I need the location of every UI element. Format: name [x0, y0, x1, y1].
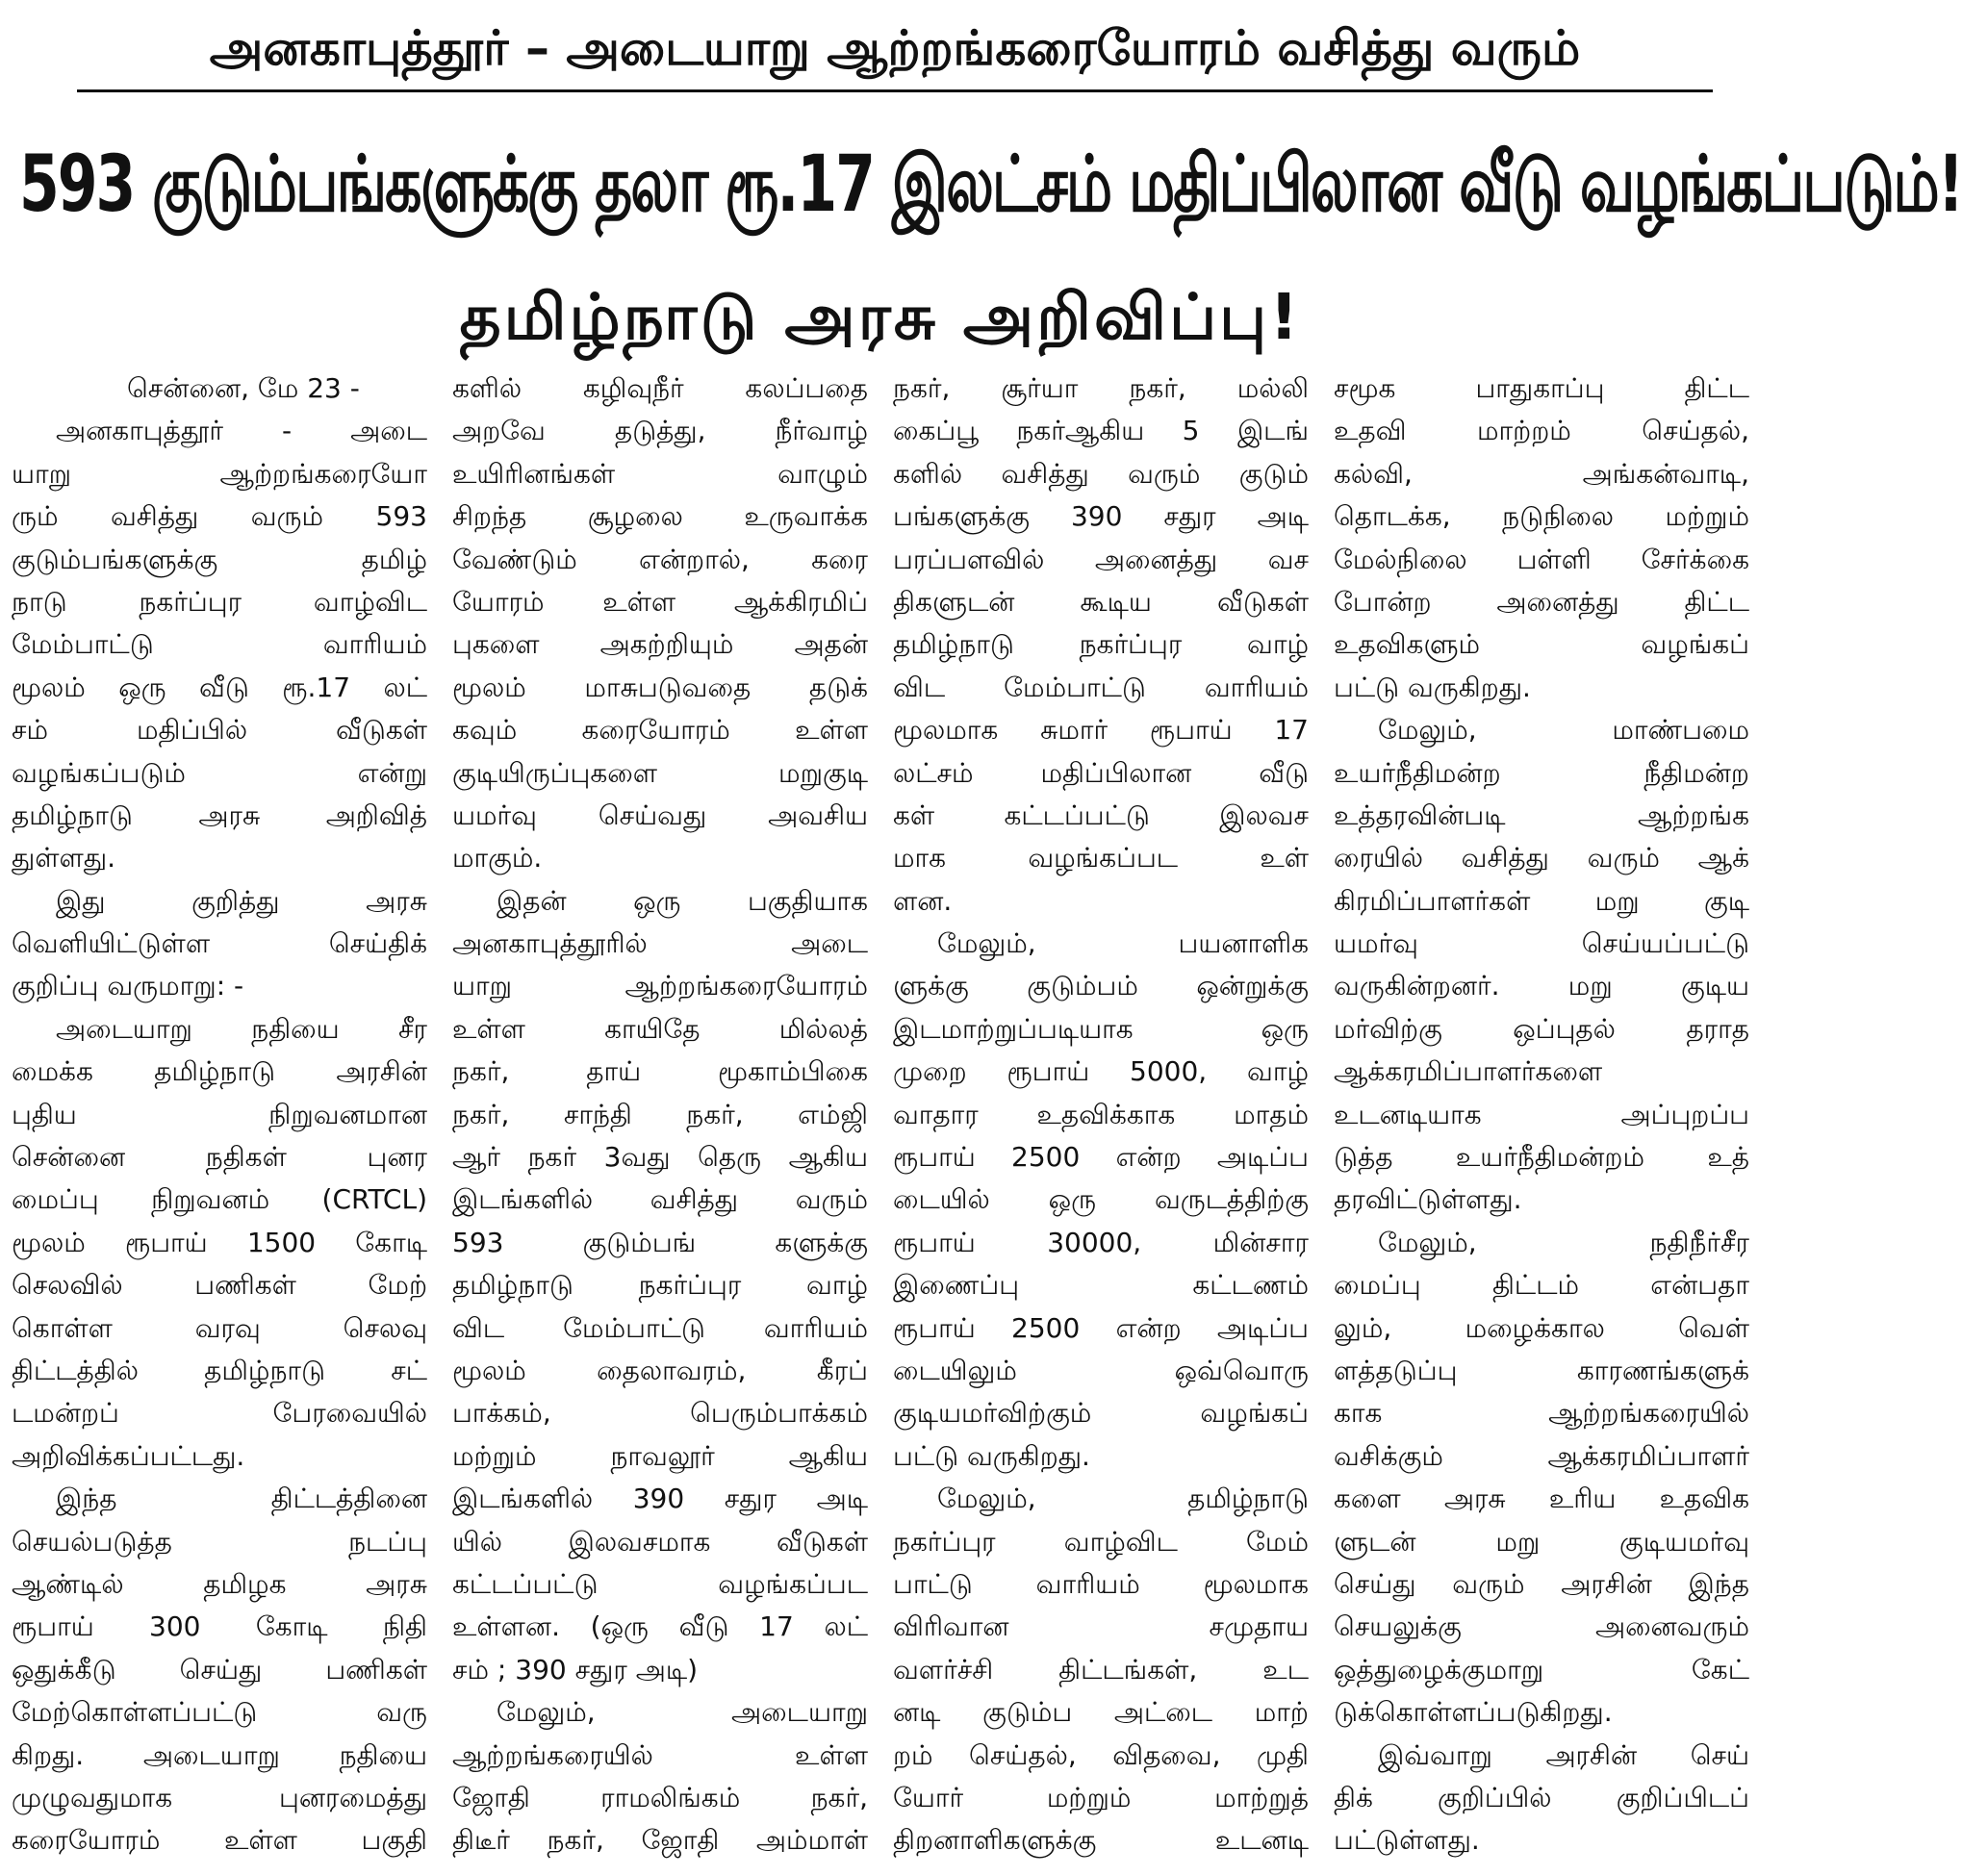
- article-text-line: 593 குடும்பங் களுக்கு: [452, 1226, 868, 1258]
- article-text-line: வேண்டும் என்றால், கரை: [452, 543, 868, 575]
- article-text-line: முழுவதுமாக புனரமைத்து: [12, 1781, 427, 1813]
- article-text-line: மேலும், நதிநீர்சீர: [1378, 1226, 1749, 1258]
- article-text-line: றம் செய்தல், விதவை, முதி: [893, 1738, 1309, 1771]
- article-text-line: ஆக்கரமிப்பாளர்களை: [1334, 1055, 1603, 1088]
- article-text-line: லட்சம் மதிப்பிலான வீடு: [893, 756, 1309, 789]
- article-text-line: வருகின்றனர். மறு குடிய: [1334, 970, 1749, 1002]
- article-text-line: உயர்நீதிமன்ற நீதிமன்ற: [1334, 756, 1749, 789]
- article-text-line: அனகாபுத்தூரில் அடை: [452, 927, 868, 960]
- article-text-line: பாக்கம், பெரும்பாக்கம்: [452, 1397, 868, 1430]
- article-text-line: செயல்படுத்த நடப்பு: [12, 1525, 427, 1558]
- article-text-line: கரையோரம் உள்ள பகுதி: [12, 1824, 427, 1857]
- article-text-line: யாறு ஆற்றங்கரையோ: [12, 457, 427, 490]
- article-text-line: செயலுக்கு அனைவரும்: [1334, 1610, 1749, 1643]
- article-text-line: அறிவிக்கப்பட்டது.: [12, 1439, 245, 1472]
- article-text-line: பாட்டு வாரியம் மூலமாக: [893, 1567, 1309, 1600]
- article-text-line: மூலமாக சுமார் ரூபாய் 17: [893, 714, 1309, 747]
- article-text-line: கவும் கரையோரம் உள்ள: [452, 714, 868, 747]
- article-text-line: நகர், சாந்தி நகர், எம்ஜி: [452, 1098, 868, 1130]
- article-text-line: திடீர் நகர், ஜோதி அம்மாள்: [452, 1824, 868, 1857]
- article-text-line: குறிப்பு வருமாறு: -: [12, 970, 244, 1002]
- article-text-line: உத்தரவின்படி ஆற்றங்க: [1334, 799, 1749, 831]
- article-text-line: மற்றும் நாவலூர் ஆகிய: [452, 1439, 868, 1472]
- article-kicker: அனகாபுத்தூர் – அடையாறு ஆற்றங்கரையோரம் வசித்து வரும்: [209, 20, 1581, 76]
- article-text-line: யமர்வு செய்வது அவசிய: [452, 799, 868, 831]
- article-text-line: சென்னை நதிகள் புனர: [12, 1141, 427, 1174]
- article-text-line: விரிவான சமுதாய: [893, 1610, 1309, 1643]
- article-text-line: மூலம் ரூபாய் 1500 கோடி: [12, 1226, 427, 1258]
- article-text-line: உள்ளன. (ஒரு வீடு 17 லட்: [452, 1610, 868, 1643]
- article-text-line: மேலும், தமிழ்நாடு: [937, 1483, 1309, 1515]
- article-text-line: அடையாறு நதியை சீர: [56, 1012, 427, 1045]
- article-text-line: காக ஆற்றங்கரையில்: [1334, 1397, 1749, 1430]
- article-text-line: மாகும்.: [452, 842, 543, 875]
- article-text-line: பட்டு வருகிறது.: [1334, 671, 1531, 703]
- article-text-line: சமூக பாதுகாப்பு திட்ட: [1334, 372, 1749, 404]
- article-text-line: கொள்ள வரவு செலவு: [12, 1311, 427, 1344]
- article-text-line: னடி குடும்ப அட்டை மாற்: [893, 1696, 1309, 1729]
- article-text-line: ரூபாய் 30000, மின்சார: [893, 1226, 1309, 1258]
- article-text-line: மூலம் தைலாவரம், கீரப்: [452, 1354, 868, 1386]
- article-text-line: சென்னை, மே 23 -: [127, 372, 360, 404]
- article-text-line: யோரம் உள்ள ஆக்கிரமிப்: [452, 585, 868, 618]
- article-text-line: தொடக்க, நடுநிலை மற்றும்: [1334, 500, 1749, 533]
- article-text-line: தமிழ்நாடு நகர்ப்புர வாழ்: [893, 628, 1309, 661]
- article-text-line: களில் வசித்து வரும் குடும்: [893, 457, 1309, 490]
- article-text-line: திறனாளிகளுக்கு உடனடி: [893, 1824, 1309, 1857]
- article-text-line: பட்டு வருகிறது.: [893, 1439, 1090, 1472]
- article-text-line: ரூபாய் 2500 என்ற அடிப்ப: [893, 1311, 1309, 1344]
- article-body: [12, 368, 1749, 1868]
- article-text-line: நகர், சூர்யா நகர், மல்லி: [893, 372, 1309, 404]
- article-text-line: யாறு ஆற்றங்கரையோரம்: [452, 970, 868, 1002]
- article-text-line: டையில் ஒரு வருடத்திற்கு: [893, 1183, 1309, 1216]
- article-column-2: [452, 368, 868, 1868]
- article-text-line: லும், மழைக்கால வெள்: [1334, 1311, 1749, 1344]
- article-text-line: ளன.: [893, 884, 953, 917]
- article-text-line: ளத்தடுப்பு காரணங்களுக்: [1334, 1354, 1749, 1386]
- article-text-line: வழங்கப்படும் என்று: [12, 756, 427, 789]
- article-text-line: முறை ரூபாய் 5000, வாழ்: [893, 1055, 1309, 1088]
- article-text-line: போன்ற அனைத்து திட்ட: [1334, 585, 1749, 618]
- article-text-line: திக் குறிப்பில் குறிப்பிடப்: [1334, 1781, 1749, 1813]
- article-text-line: மேலும், மாண்பமை: [1378, 714, 1749, 747]
- article-text-line: குடியிருப்புகளை மறுகுடி: [452, 756, 868, 789]
- article-text-line: இடங்களில் 390 சதுர அடி: [452, 1483, 868, 1515]
- article-text-line: குடியமர்விற்கும் வழங்கப்: [893, 1397, 1309, 1430]
- article-text-line: குடும்பங்களுக்கு தமிழ்: [12, 543, 427, 575]
- article-text-line: இணைப்பு கட்டணம்: [893, 1269, 1309, 1302]
- article-text-line: மேலும், அடையாறு: [497, 1696, 868, 1729]
- article-text-line: டுக்கொள்ளப்படுகிறது.: [1334, 1696, 1613, 1729]
- article-text-line: சம் ; 390 சதுர அடி): [452, 1653, 699, 1686]
- article-text-line: ஒதுக்கீடு செய்து பணிகள்: [12, 1653, 427, 1686]
- article-column-3: [893, 368, 1309, 1868]
- article-text-line: சம் மதிப்பில் வீடுகள்: [12, 714, 427, 747]
- article-text-line: செலவில் பணிகள் மேற்: [12, 1269, 427, 1302]
- article-text-line: இவ்வாறு அரசின் செய்: [1378, 1738, 1749, 1771]
- article-text-line: மாக வழங்கப்பட உள்: [893, 842, 1309, 875]
- article-text-line: தமிழ்நாடு அரசு அறிவித்: [12, 799, 427, 831]
- article-text-line: டுத்த உயர்நீதிமன்றம் உத்: [1334, 1141, 1749, 1174]
- article-text-line: வெளியிட்டுள்ள செய்திக்: [12, 927, 427, 960]
- article-text-line: உதவிகளும் வழங்கப்: [1334, 628, 1749, 661]
- article-text-line: மைக்க தமிழ்நாடு அரசின்: [12, 1055, 427, 1088]
- article-text-line: ரையில் வசித்து வரும் ஆக்: [1334, 842, 1749, 875]
- article-text-line: பட்டுள்ளது.: [1334, 1824, 1480, 1857]
- article-text-line: இந்த திட்டத்தினை: [56, 1483, 427, 1515]
- article-text-line: மேம்பாட்டு வாரியம்: [12, 628, 427, 661]
- article-text-line: தமிழ்நாடு நகர்ப்புர வாழ்: [452, 1269, 868, 1302]
- article-subheadline: தமிழ்நாடு அரசு அறிவிப்பு!: [459, 280, 1302, 354]
- article-headline: 593 குடும்பங்களுக்கு தலா ரூ.17 இலட்சம் மதிப்பிலான வீடு வழங்கப்படும்!: [19, 139, 1962, 231]
- article-text-line: பரப்பளவில் அனைத்து வச: [893, 543, 1309, 575]
- article-text-line: ஜோதி ராமலிங்கம் நகர்,: [452, 1781, 868, 1813]
- article-text-line: நகர், தாய் மூகாம்பிகை: [452, 1055, 868, 1088]
- article-text-line: இடமாற்றுப்படியாக ஒரு: [893, 1012, 1309, 1045]
- article-text-line: தரவிட்டுள்ளது.: [1334, 1183, 1522, 1216]
- article-text-line: மேற்கொள்ளப்பட்டு வரு: [12, 1696, 427, 1729]
- article-text-line: திட்டத்தில் தமிழ்நாடு சட்: [12, 1354, 427, 1386]
- article-text-line: ஒத்துழைக்குமாறு கேட்: [1334, 1653, 1749, 1686]
- article-text-line: புதிய நிறுவனமான: [12, 1098, 427, 1130]
- article-text-line: கைப்பூ நகர்ஆகிய 5 இடங்: [893, 415, 1309, 447]
- article-text-line: நாடு நகர்ப்புர வாழ்விட: [12, 585, 427, 618]
- article-text-line: ஆற்றங்கரையில் உள்ள: [452, 1738, 868, 1771]
- article-text-line: ரூபாய் 300 கோடி நிதி: [12, 1610, 427, 1643]
- article-text-line: உயிரினங்கள் வாழும்: [452, 457, 868, 490]
- article-text-line: மைப்பு திட்டம் என்பதா: [1334, 1269, 1749, 1302]
- article-text-line: மூலம் மாசுபடுவதை தடுக்: [452, 671, 868, 703]
- article-text-line: கிறது. அடையாறு நதியை: [12, 1738, 427, 1771]
- article-text-line: யமர்வு செய்யப்பட்டு: [1334, 927, 1749, 960]
- article-text-line: துள்ளது.: [12, 842, 115, 875]
- article-text-line: வசிக்கும் ஆக்கரமிப்பாளர்: [1334, 1439, 1749, 1472]
- article-text-line: ளுடன் மறு குடியமர்வு: [1334, 1525, 1749, 1558]
- article-text-line: உதவி மாற்றம் செய்தல்,: [1334, 415, 1749, 447]
- article-text-line: பங்களுக்கு 390 சதுர அடி: [893, 500, 1309, 533]
- article-text-line: டமன்றப் பேரவையில்: [12, 1397, 427, 1430]
- article-text-line: ரும் வசித்து வரும் 593: [12, 500, 427, 533]
- article-text-line: களை அரசு உரிய உதவிக: [1334, 1483, 1749, 1515]
- article-text-line: ரூபாய் 2500 என்ற அடிப்ப: [893, 1141, 1309, 1174]
- article-text-line: மேலும், பயனாளிக: [937, 927, 1309, 960]
- article-text-line: வளர்ச்சி திட்டங்கள், உட: [893, 1653, 1309, 1686]
- article-text-line: மேல்நிலை பள்ளி சேர்க்கை: [1334, 543, 1749, 575]
- article-text-line: புகளை அகற்றியும் அதன்: [452, 628, 868, 661]
- article-text-line: யோர் மற்றும் மாற்றுத்: [893, 1781, 1309, 1813]
- article-text-line: மூலம் ஒரு வீடு ரூ.17 லட்: [12, 671, 427, 703]
- article-text-line: செய்து வரும் அரசின் இந்த: [1334, 1567, 1749, 1600]
- article-text-line: ஆண்டில் தமிழக அரசு: [12, 1567, 427, 1600]
- article-text-line: டையிலும் ஒவ்வொரு: [893, 1354, 1309, 1386]
- article-text-line: உள்ள காயிதே மில்லத்: [452, 1012, 868, 1045]
- article-text-line: திகளுடன் கூடிய வீடுகள்: [893, 585, 1309, 618]
- article-text-line: இதன் ஒரு பகுதியாக: [497, 884, 868, 917]
- article-text-line: இது குறித்து அரசு: [56, 884, 427, 917]
- article-text-line: மர்விற்கு ஒப்புதல் தராத: [1334, 1012, 1749, 1045]
- article-text-line: அனகாபுத்தூர் - அடை: [56, 415, 427, 447]
- article-column-4: [1334, 368, 1749, 1868]
- article-text-line: ஆர் நகர் 3வது தெரு ஆகிய: [452, 1141, 868, 1174]
- article-text-line: நகர்ப்புர வாழ்விட மேம்: [893, 1525, 1309, 1558]
- article-text-line: சிறந்த சூழலை உருவாக்க: [452, 500, 868, 533]
- article-text-line: அறவே தடுத்து, நீர்வாழ்: [452, 415, 868, 447]
- article-text-line: கள் கட்டப்பட்டு இலவச: [893, 799, 1309, 831]
- article-text-line: களில் கழிவுநீர் கலப்பதை: [452, 372, 868, 404]
- article-text-line: விட மேம்பாட்டு வாரியம்: [452, 1311, 868, 1344]
- article-text-line: வாதார உதவிக்காக மாதம்: [893, 1098, 1309, 1130]
- article-text-line: யில் இலவசமாக வீடுகள்: [452, 1525, 868, 1558]
- article-text-line: விட மேம்பாட்டு வாரியம்: [893, 671, 1309, 703]
- article-text-line: உடனடியாக அப்புறப்ப: [1334, 1098, 1749, 1130]
- article-text-line: மைப்பு நிறுவனம் (CRTCL): [12, 1183, 427, 1216]
- article-text-line: கிரமிப்பாளர்கள் மறு குடி: [1334, 884, 1749, 917]
- article-text-line: இடங்களில் வசித்து வரும்: [452, 1183, 868, 1216]
- article-text-line: கட்டப்பட்டு வழங்கப்பட: [452, 1567, 868, 1600]
- article-column-1: [12, 368, 427, 1868]
- article-text-line: ளுக்கு குடும்பம் ஒன்றுக்கு: [893, 970, 1309, 1002]
- article-text-line: கல்வி, அங்கன்வாடி,: [1334, 457, 1749, 490]
